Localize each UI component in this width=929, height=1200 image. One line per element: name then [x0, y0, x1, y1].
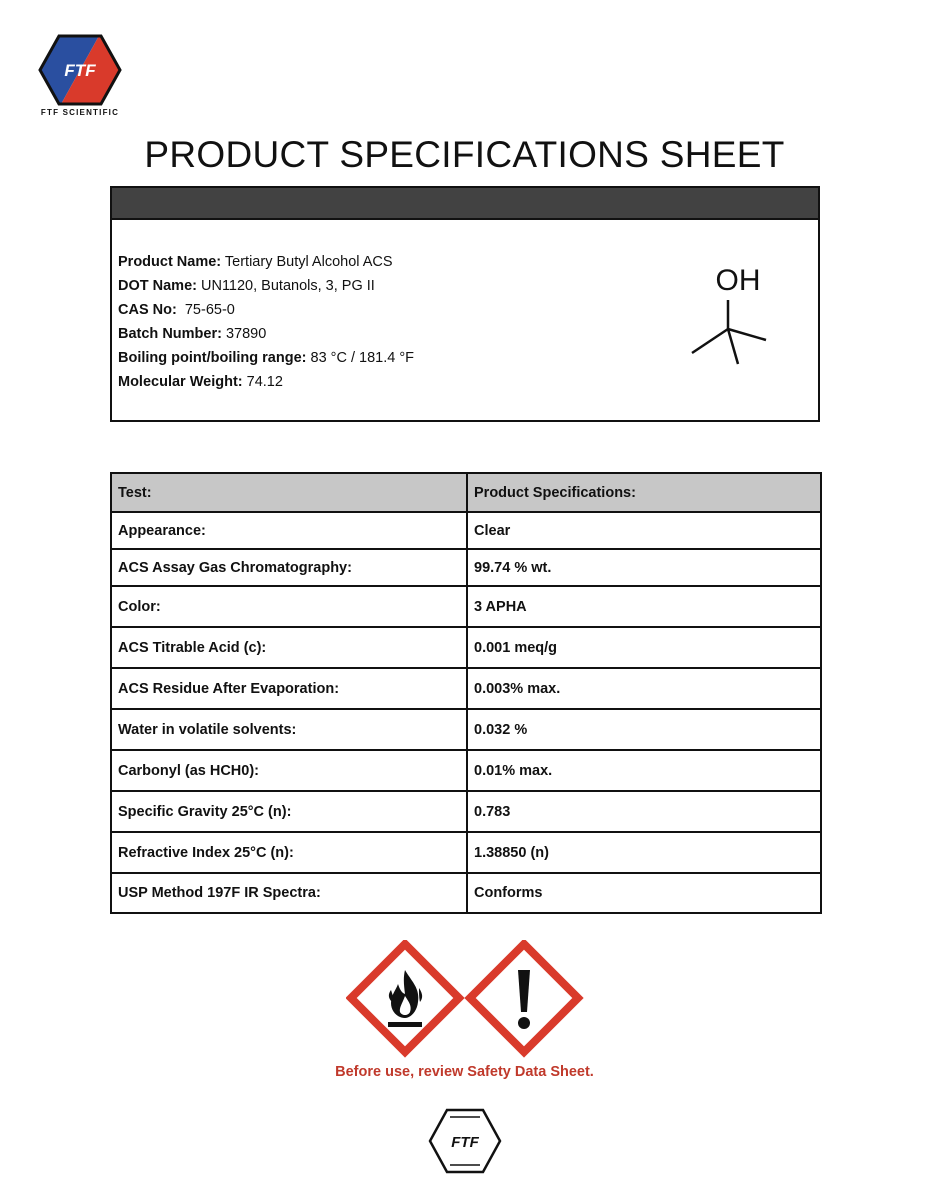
spec-cell: 0.01% max. — [467, 750, 821, 791]
page-title: PRODUCT SPECIFICATIONS SHEET — [144, 134, 785, 175]
hazard-pictograms — [346, 940, 586, 1058]
logo-caption: FTF SCIENTIFIC — [40, 108, 120, 117]
dot-name-label: DOT Name: — [118, 278, 197, 294]
cas-value: 75-65-0 — [176, 302, 235, 318]
table-row — [111, 709, 821, 750]
exclamation-pictogram-icon — [470, 944, 578, 1052]
batch-label: Batch Number: — [118, 326, 222, 342]
batch-value: 37890 — [221, 326, 267, 342]
table-header-row — [111, 473, 821, 512]
test-cell: ACS Residue After Evaporation: — [111, 668, 467, 709]
safety-warning: Before use, review Safety Data Sheet. — [335, 1064, 594, 1080]
table-row — [111, 512, 821, 549]
table-row — [111, 750, 821, 791]
spec-cell: 0.003% max. — [467, 668, 821, 709]
test-cell: Refractive Index 25°C (n): — [111, 832, 467, 873]
ftf-scientific-logo — [20, 34, 140, 122]
test-cell: Color: — [111, 586, 467, 627]
test-cell: USP Method 197F IR Spectra: — [111, 873, 467, 913]
table-row — [111, 832, 821, 873]
specifications-table — [110, 472, 822, 914]
footer-logo-text: FTF — [451, 1134, 479, 1151]
test-cell: Specific Gravity 25°C (n): — [111, 791, 467, 832]
product-name-line — [118, 250, 414, 274]
table-row — [111, 586, 821, 627]
test-cell: Carbonyl (as HCH0): — [111, 750, 467, 791]
product-info-box — [110, 186, 820, 422]
spec-cell: 0.032 % — [467, 709, 821, 750]
boiling-point-value: 83 °C / 181.4 °F — [306, 350, 414, 366]
test-cell: Water in volatile solvents: — [111, 709, 467, 750]
product-name-label: Product Name: — [118, 254, 222, 270]
product-details — [118, 250, 414, 394]
spec-cell: 0.001 meq/g — [467, 627, 821, 668]
ftf-hexagon-logo-icon — [38, 34, 122, 106]
boiling-point-label: Boiling point/boiling range: — [118, 350, 307, 366]
dot-name-line — [118, 274, 414, 298]
spec-column-header: Product Specifications: — [467, 473, 821, 512]
test-cell: ACS Titrable Acid (c): — [111, 627, 467, 668]
cas-label: CAS No: — [118, 302, 177, 318]
test-cell: ACS Assay Gas Chromatography: — [111, 549, 467, 586]
ftf-footer-logo-icon — [428, 1108, 502, 1174]
table-row — [111, 549, 821, 586]
spec-cell: 1.38850 (n) — [467, 832, 821, 873]
hydroxyl-label: OH — [715, 264, 761, 297]
cas-line — [118, 298, 414, 322]
table-row — [111, 791, 821, 832]
test-cell: Appearance: — [111, 512, 467, 549]
dot-name-value: UN1120, Butanols, 3, PG II — [196, 278, 375, 294]
table-row — [111, 627, 821, 668]
batch-line — [118, 322, 414, 346]
molecular-weight-value: 74.12 — [242, 374, 283, 390]
spec-cell: Clear — [467, 512, 821, 549]
table-row — [111, 668, 821, 709]
info-header-bar — [112, 188, 818, 220]
flame-pictogram-icon — [351, 944, 459, 1052]
test-column-header: Test: — [111, 473, 467, 512]
spec-cell: Conforms — [467, 873, 821, 913]
boiling-point-line — [118, 346, 414, 370]
spec-cell: 0.783 — [467, 791, 821, 832]
molecular-weight-line — [118, 370, 414, 394]
table-row — [111, 873, 821, 913]
spec-cell: 3 APHA — [467, 586, 821, 627]
product-name-value: Tertiary Butyl Alcohol ACS — [221, 254, 393, 270]
logo-text: FTF — [64, 61, 96, 80]
molecular-weight-label: Molecular Weight: — [118, 374, 243, 390]
spec-cell: 99.74 % wt. — [467, 549, 821, 586]
tert-butanol-structure-icon — [690, 258, 780, 368]
